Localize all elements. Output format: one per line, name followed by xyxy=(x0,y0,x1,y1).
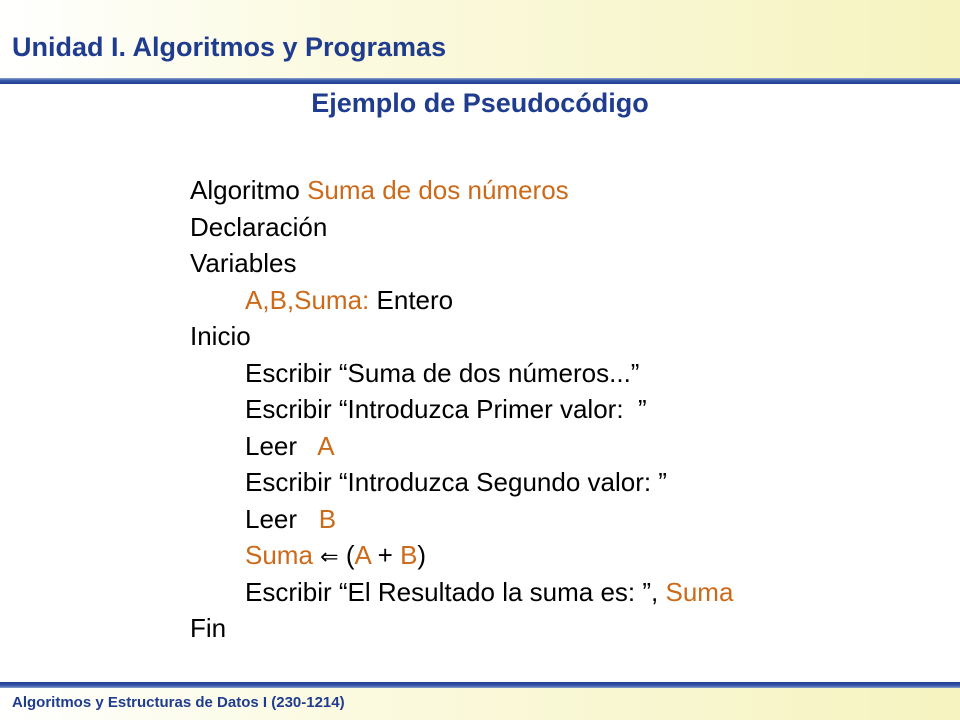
variable-type: Entero xyxy=(376,284,454,315)
pseudocode-line-write-prompt-1: Escribir “Introduzca Primer valor: ” xyxy=(245,394,647,424)
open-paren: ( xyxy=(345,540,355,570)
pseudocode-line-inicio: Inicio xyxy=(190,321,251,351)
close-paren: ) xyxy=(417,540,427,570)
pseudocode-block xyxy=(190,172,733,647)
slide-title: Ejemplo de Pseudocódigo xyxy=(311,88,649,118)
operand-a: A xyxy=(354,540,371,570)
pseudocode-line-algorithm xyxy=(190,172,733,209)
header-divider xyxy=(0,78,960,84)
algorithm-name: Suma de dos números xyxy=(307,175,569,205)
pseudocode-line-var-decl xyxy=(190,282,733,319)
algorithm-keyword: Algoritmo xyxy=(190,175,300,205)
result-variable: Suma xyxy=(665,576,734,607)
plus-operator: + xyxy=(377,540,393,570)
read-keyword: Leer xyxy=(245,430,298,461)
variable-list: A,B,Suma: xyxy=(245,284,370,315)
pseudocode-line-variables: Variables xyxy=(190,248,297,278)
course-footer: Algoritmos y Estructuras de Datos I (230-1214) xyxy=(12,694,345,711)
pseudocode-line-read-b xyxy=(190,501,733,538)
pseudocode-line-declaration: Declaración xyxy=(190,211,328,242)
write-result-text: Escribir “El Resultado la suma es: ”, xyxy=(245,576,659,607)
read-variable: A xyxy=(317,430,335,461)
pseudocode-line-write-prompt-2: Escribir “Introduzca Segundo valor: ” xyxy=(245,467,667,497)
pseudocode-line-write-title: Escribir “Suma de dos números...” xyxy=(245,357,640,388)
pseudocode-line-write-result xyxy=(190,574,733,611)
assign-arrow-icon: ⇐ xyxy=(320,544,339,569)
read-keyword: Leer xyxy=(245,503,298,534)
read-variable: B xyxy=(318,503,337,534)
pseudocode-line-fin: Fin xyxy=(190,613,227,643)
assign-target: Suma xyxy=(245,540,313,570)
operand-b: B xyxy=(400,540,418,570)
pseudocode-line-assignment xyxy=(190,537,733,574)
unit-title: Unidad I. Algoritmos y Programas xyxy=(12,32,447,62)
pseudocode-line-read-a xyxy=(190,428,733,465)
